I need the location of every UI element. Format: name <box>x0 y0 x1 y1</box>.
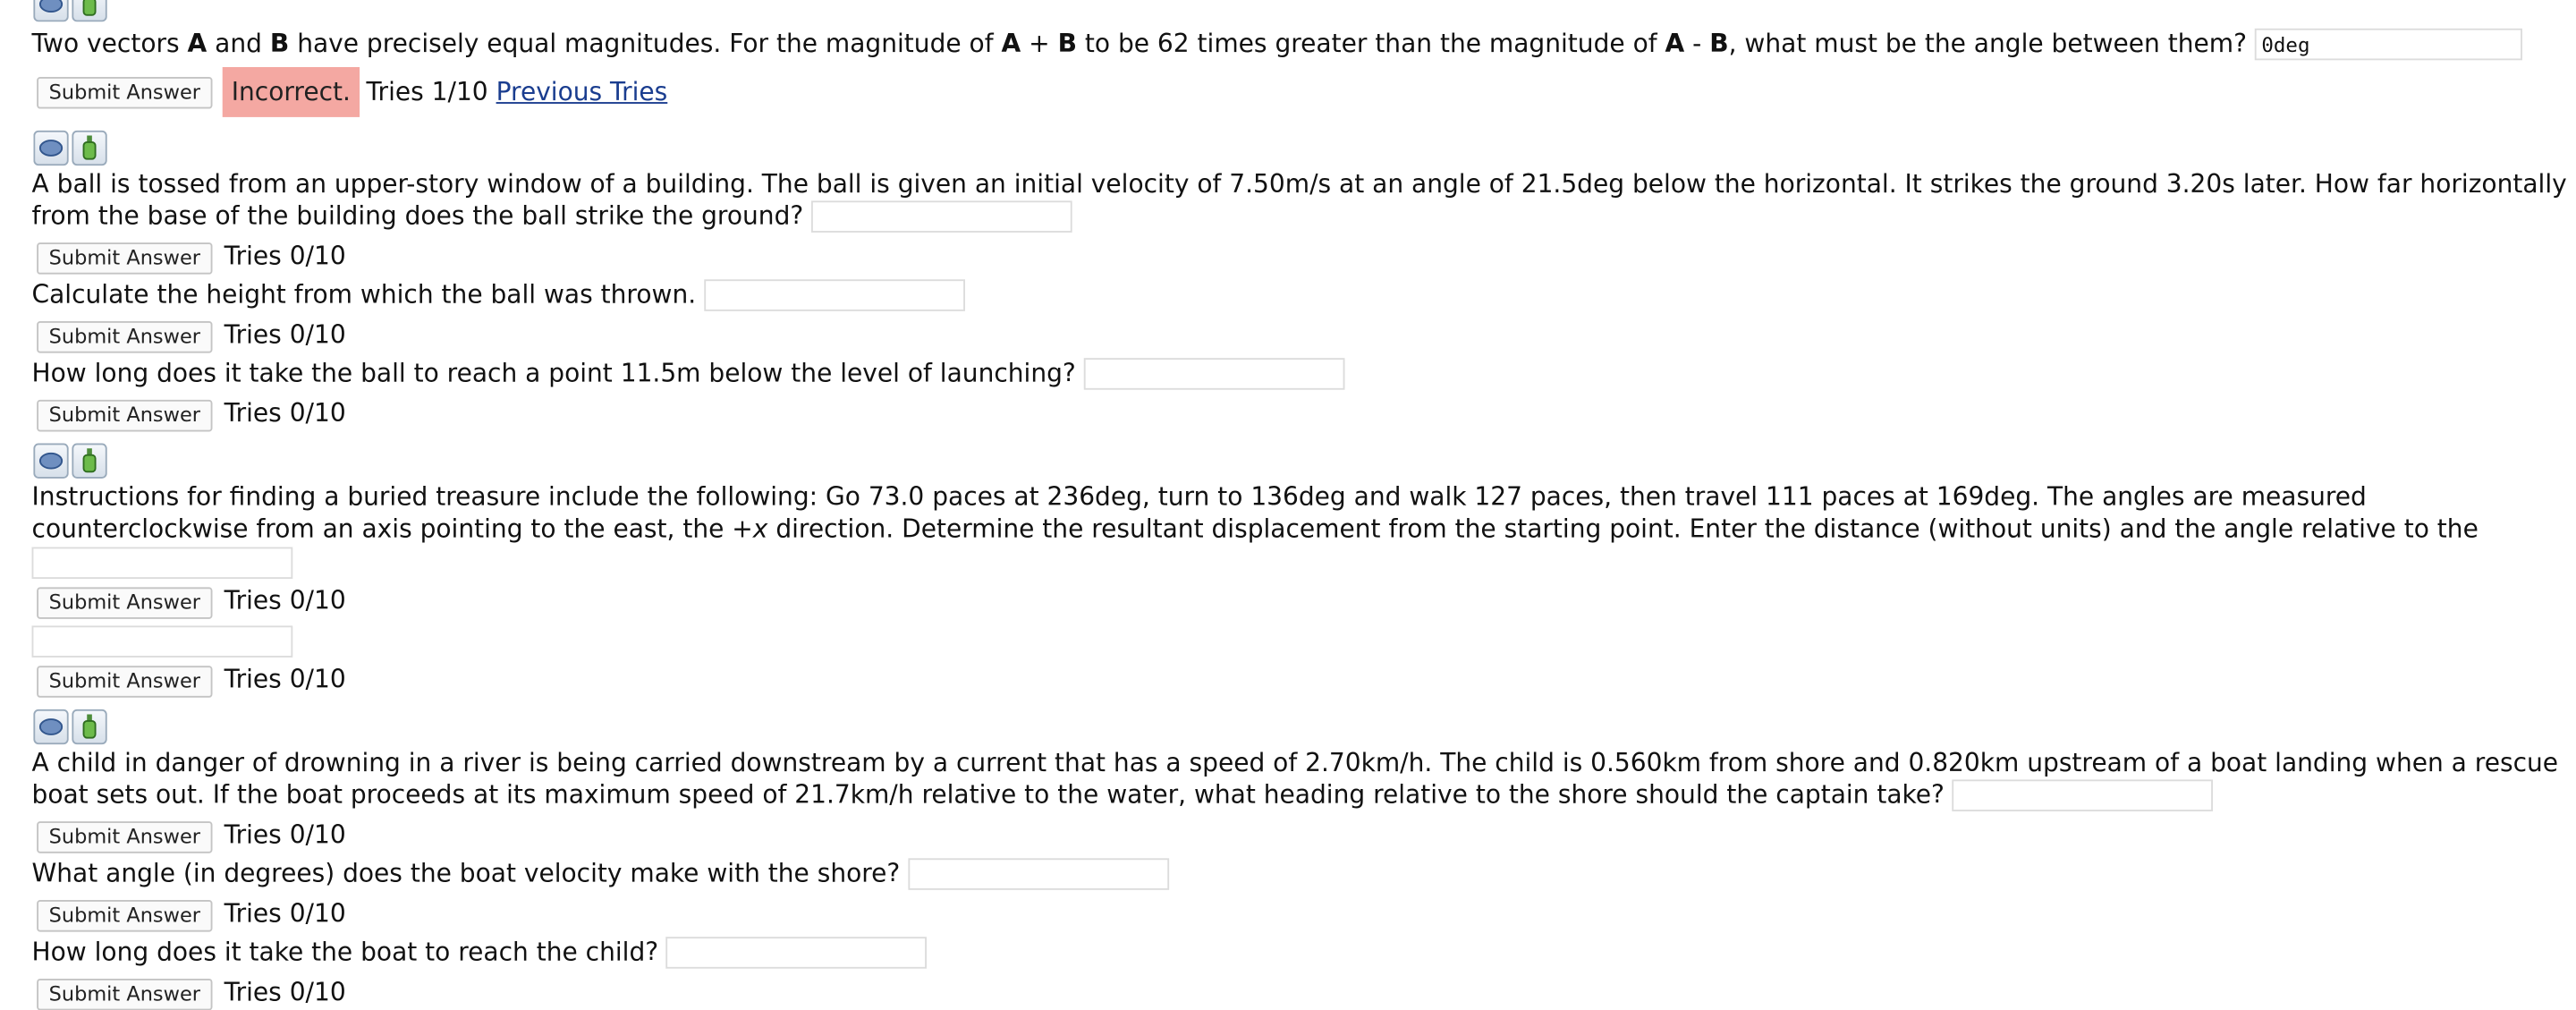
q2-part2-question: Calculate the height from which the ball was thrown. <box>32 279 965 311</box>
q1-submit-button[interactable]: Submit Answer <box>37 77 212 109</box>
q4-part2-answer-input[interactable] <box>908 858 1169 890</box>
q2-part1-tries: Tries 0/10 <box>224 241 346 271</box>
discussion-icon[interactable] <box>33 131 68 166</box>
q4-tool-icons <box>33 709 106 744</box>
q3-part1-tries: Tries 0/10 <box>224 585 346 616</box>
discussion-icon[interactable] <box>33 444 68 479</box>
q2-part1-answer-input[interactable] <box>811 200 1072 233</box>
q2-part2-answer-input[interactable] <box>704 279 965 311</box>
q1-tries: Tries 1/10 Previous Tries <box>366 77 668 107</box>
q4-part3-question: How long does it take the boat to reach the child? <box>32 937 928 969</box>
q4-part1-answer-input[interactable] <box>1953 779 2214 811</box>
hint-bottle-icon[interactable] <box>72 709 106 744</box>
q4-part3-answer-input[interactable] <box>666 937 928 969</box>
q2-part3-submit-button[interactable]: Submit Answer <box>37 400 212 432</box>
hint-bottle-icon[interactable] <box>72 0 106 21</box>
q2-question: A ball is tossed from an upper-story window of a building. The ball is given an initial velocity of 7.50m/s at an angle of 21.5deg below the horizontal. It strikes the ground 3.20s later. How far horizontally from the base of the building does the ball strike the ground? <box>31 168 2567 232</box>
discussion-icon[interactable] <box>33 709 68 744</box>
q2-part1-submit-button[interactable]: Submit Answer <box>37 242 212 275</box>
q3-part2-submit-button[interactable]: Submit Answer <box>37 666 212 698</box>
q1-tool-icons <box>33 0 106 21</box>
q1-previous-tries-link[interactable]: Previous Tries <box>496 77 668 107</box>
q2-part2-submit-button[interactable]: Submit Answer <box>37 321 212 353</box>
q2-tool-icons <box>33 131 106 166</box>
q4-part2-question: What angle (in degrees) does the boat velocity make with the shore? <box>32 858 1169 890</box>
q3-tool-icons <box>33 444 106 479</box>
q4-part3-tries: Tries 0/10 <box>224 977 346 1007</box>
q2-part3-answer-input[interactable] <box>1084 358 1345 390</box>
discussion-icon[interactable] <box>33 0 68 21</box>
q3-question: Instructions for finding a buried treasure include the following: Go 73.0 paces at 236deg, turn to 136deg and walk 127 paces, then travel 111 paces at 169deg. The angles are measured counterclockwise from an axis pointing to the east, the +x direction. Determine the resultant displacement from the starting point. Enter the distance (without units) and the angle relative to the <box>31 481 2479 544</box>
q1-question: Two vectors A and B have precisely equal magnitudes. For the magnitude of A + B to be 62 times greater than the magnitude of A - B, what must be the angle between them? 0deg <box>32 29 2523 61</box>
q3-angle-input[interactable] <box>32 625 293 658</box>
q4-part1-submit-button[interactable]: Submit Answer <box>37 821 212 853</box>
q1-answer-input[interactable]: 0deg <box>2255 29 2522 61</box>
q4-part1-tries: Tries 0/10 <box>224 819 346 850</box>
q4-part2-submit-button[interactable]: Submit Answer <box>37 900 212 932</box>
q1-status-badge: Incorrect. <box>223 67 360 117</box>
q2-part2-tries: Tries 0/10 <box>224 319 346 350</box>
q3-distance-input[interactable] <box>32 547 293 579</box>
q4-question: A child in danger of drowning in a river is being carried downstream by a current that has a speed of 2.70km/h. The child is 0.560km from shore and 0.820km upstream of a boat landing when a rescue boat sets out. If the boat proceeds at its maximum speed of 21.7km/h relative to the water, what heading relative to the shore should the captain take? <box>31 747 2559 811</box>
q3-part1-submit-button[interactable]: Submit Answer <box>37 587 212 619</box>
q4-part2-tries: Tries 0/10 <box>224 898 346 929</box>
q4-part3-submit-button[interactable]: Submit Answer <box>37 979 212 1010</box>
q2-part3-question: How long does it take the ball to reach a point 11.5m below the level of launching? <box>32 358 1345 390</box>
q3-part2-tries: Tries 0/10 <box>224 664 346 695</box>
hint-bottle-icon[interactable] <box>72 444 106 479</box>
q2-part3-tries: Tries 0/10 <box>224 398 346 429</box>
hint-bottle-icon[interactable] <box>72 131 106 166</box>
